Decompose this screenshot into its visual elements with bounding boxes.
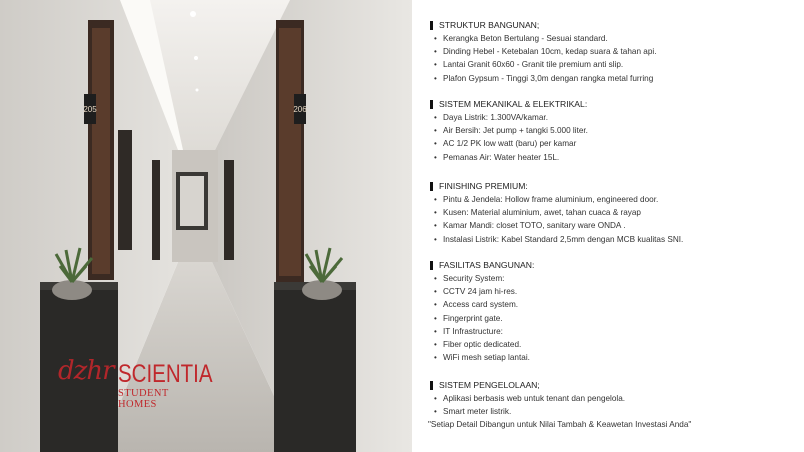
- section-title: FINISHING PREMIUM:: [439, 181, 528, 191]
- section-title: SISTEM MEKANIKAL & ELEKTRIKAL:: [439, 99, 588, 109]
- list-item: • IT Infrastructure:: [430, 325, 534, 338]
- section-struktur: [430, 18, 656, 85]
- section-mekanikal: [430, 97, 588, 164]
- spec-panel: [418, 0, 804, 452]
- section-marker-icon: [430, 381, 433, 390]
- room-number-205: 205: [83, 105, 97, 114]
- scientia-logo: [58, 352, 213, 410]
- logo-subtitle: STUDENT HOMES: [118, 388, 169, 410]
- list-item: • Fingerprint gate.: [430, 312, 534, 325]
- list-item: • Pintu & Jendela: Hollow frame aluminium, engineered door.: [430, 193, 683, 206]
- section-finishing: [430, 179, 683, 246]
- list-item: • Aplikasi berbasis web untuk tenant dan pengelola.: [430, 392, 625, 405]
- section-title: FASILITAS BANGUNAN:: [439, 260, 535, 270]
- list-item: • Access card system.: [430, 298, 534, 311]
- section-marker-icon: [430, 100, 433, 109]
- section-title: STRUKTUR BANGUNAN;: [439, 20, 540, 30]
- logo-script-mark: dzhr: [58, 356, 114, 386]
- list-item: • WiFi mesh setiap lantai.: [430, 351, 534, 364]
- section-marker-icon: [430, 261, 433, 270]
- section-title: SISTEM PENGELOLAAN;: [439, 380, 540, 390]
- tagline: "Setiap Detail Dibangun untuk Nilai Tambah & Keawetan Investasi Anda": [428, 420, 692, 429]
- list-item: • Kerangka Beton Bertulang - Sesuai standard.: [430, 32, 656, 45]
- list-item: • AC 1/2 PK low watt (baru) per kamar: [430, 137, 588, 150]
- section-marker-icon: [430, 21, 433, 30]
- room-number-206: 206: [293, 105, 307, 114]
- list-item: • Plafon Gypsum - Tinggi 3,0m dengan rangka metal furring: [430, 72, 656, 85]
- list-item: • Pemanas Air: Water heater 15L.: [430, 151, 588, 164]
- list-item: • Kamar Mandi: closet TOTO, sanitary ware ONDA .: [430, 219, 683, 232]
- list-item: • CCTV 24 jam hi-res.: [430, 285, 534, 298]
- list-item: • Dinding Hebel - Ketebalan 10cm, kedap suara & tahan api.: [430, 45, 656, 58]
- logo-brand-name: SCIENTIA: [118, 360, 213, 388]
- section-marker-icon: [430, 182, 433, 191]
- list-item: • Instalasi Listrik: Kabel Standard 2,5mm dengan MCB kualitas SNI.: [430, 233, 683, 246]
- list-item: • Air Bersih: Jet pump + tangki 5.000 liter.: [430, 124, 588, 137]
- section-fasilitas: [430, 258, 534, 364]
- list-item: • Fiber optic dedicated.: [430, 338, 534, 351]
- list-item: • Smart meter listrik.: [430, 405, 625, 418]
- list-item: • Daya Listrik: 1.300VA/kamar.: [430, 111, 588, 124]
- list-item: • Kusen: Material aluminium, awet, tahan cuaca & rayap: [430, 206, 683, 219]
- section-pengelolaan: [430, 378, 625, 418]
- list-item: • Security System:: [430, 272, 534, 285]
- list-item: • Lantai Granit 60x60 - Granit tile premium anti slip.: [430, 58, 656, 71]
